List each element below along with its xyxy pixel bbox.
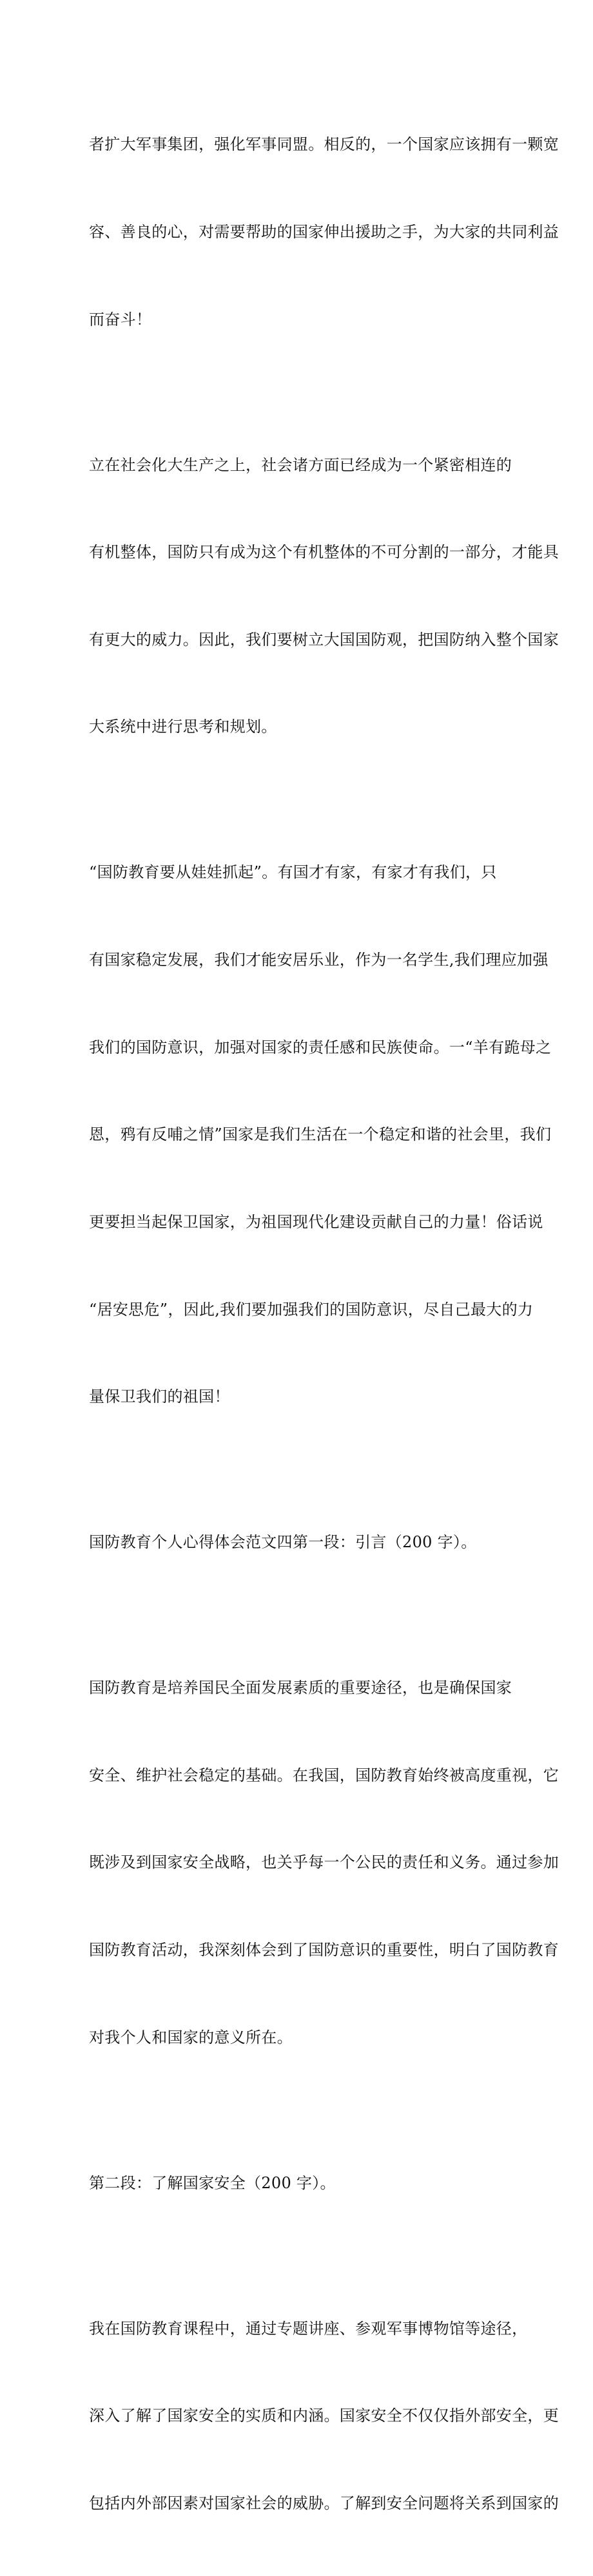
text-line: “国防教育要从娃娃抓起”。有国才有家，有家才有我们，只 (89, 863, 497, 882)
text-line: “居安思危”，因此,我们要加强我们的国防意识，尽自己最大的力 (89, 1300, 534, 1319)
text-line: 容、善良的心，对需要帮助的国家伸出援助之手，为大家的共同利益 (89, 223, 559, 242)
text-line: 者扩大军事集团，强化军事同盟。相反的，一个国家应该拥有一颗宽 (89, 135, 559, 154)
text-line: 包括内外部因素对国家社会的威胁。了解到安全问题将关系到国家的 (89, 2494, 559, 2512)
paragraph-4 (89, 1616, 559, 2110)
text-line: 深入了解了国家安全的实质和内涵。国家安全不仅仅指外部安全，更 (89, 2407, 559, 2425)
text-line: 国防教育是培养国民全面发展素质的重要途径，也是确保国家 (89, 1679, 512, 1697)
text-line: 国防教育活动，我深刻体会到了国防意识的重要性，明白了国防教育 (89, 1941, 559, 1959)
text-line: 量保卫我们的祖国！ (89, 1388, 230, 1406)
paragraph-3 (89, 800, 552, 1470)
paragraph-2 (89, 392, 559, 800)
text-line: 安全、维护社会稳定的基础。在我国，国防教育始终被高度重视，它 (89, 1766, 559, 1784)
text-line: 有更大的威力。因此，我们要树立大国国防观，把国防纳入整个国家 (89, 630, 559, 649)
text-line: 有机整体，国防只有成为这个有机整体的不可分割的一部分，才能具 (89, 543, 559, 562)
paragraph-1 (89, 72, 559, 392)
text-line: 第二段：了解国家安全（200 字）。 (89, 2173, 336, 2192)
text-line: 大系统中进行思考和规划。 (89, 718, 277, 736)
text-line: 我们的国防意识，加强对国家的责任感和民族使命。一“羊有跪母之 (89, 1038, 552, 1056)
text-line: 既涉及到国家安全战略，也关乎每一个公民的责任和义务。通过参加 (89, 1853, 559, 1872)
paragraph-5 (89, 2256, 559, 2576)
section-heading-2 (89, 2110, 508, 2256)
text-line: 对我个人和国家的意义所在。 (89, 2028, 293, 2046)
section-heading-1 (89, 1470, 508, 1616)
text-line: 有国家稳定发展，我们才能安居乐业，作为一名学生,我们理应加强 (89, 951, 549, 969)
document-body (89, 72, 559, 2576)
text-line: 我在国防教育课程中，通过专题讲座、参观军事博物馆等途径， (89, 2319, 528, 2338)
text-line: 恩，鸦有反哺之情”国家是我们生活在一个稳定和谐的社会里，我们 (89, 1125, 552, 1144)
text-line: 立在社会化大生产之上，社会诸方面已经成为一个紧密相连的 (89, 455, 512, 474)
text-line: 更要担当起保卫国家，为祖国现代化建设贡献自己的力量！俗话说 (89, 1212, 543, 1231)
text-line: 而奋斗！ (89, 310, 152, 329)
text-line: 国防教育个人心得体会范文四第一段：引言（200 字）。 (89, 1533, 477, 1552)
